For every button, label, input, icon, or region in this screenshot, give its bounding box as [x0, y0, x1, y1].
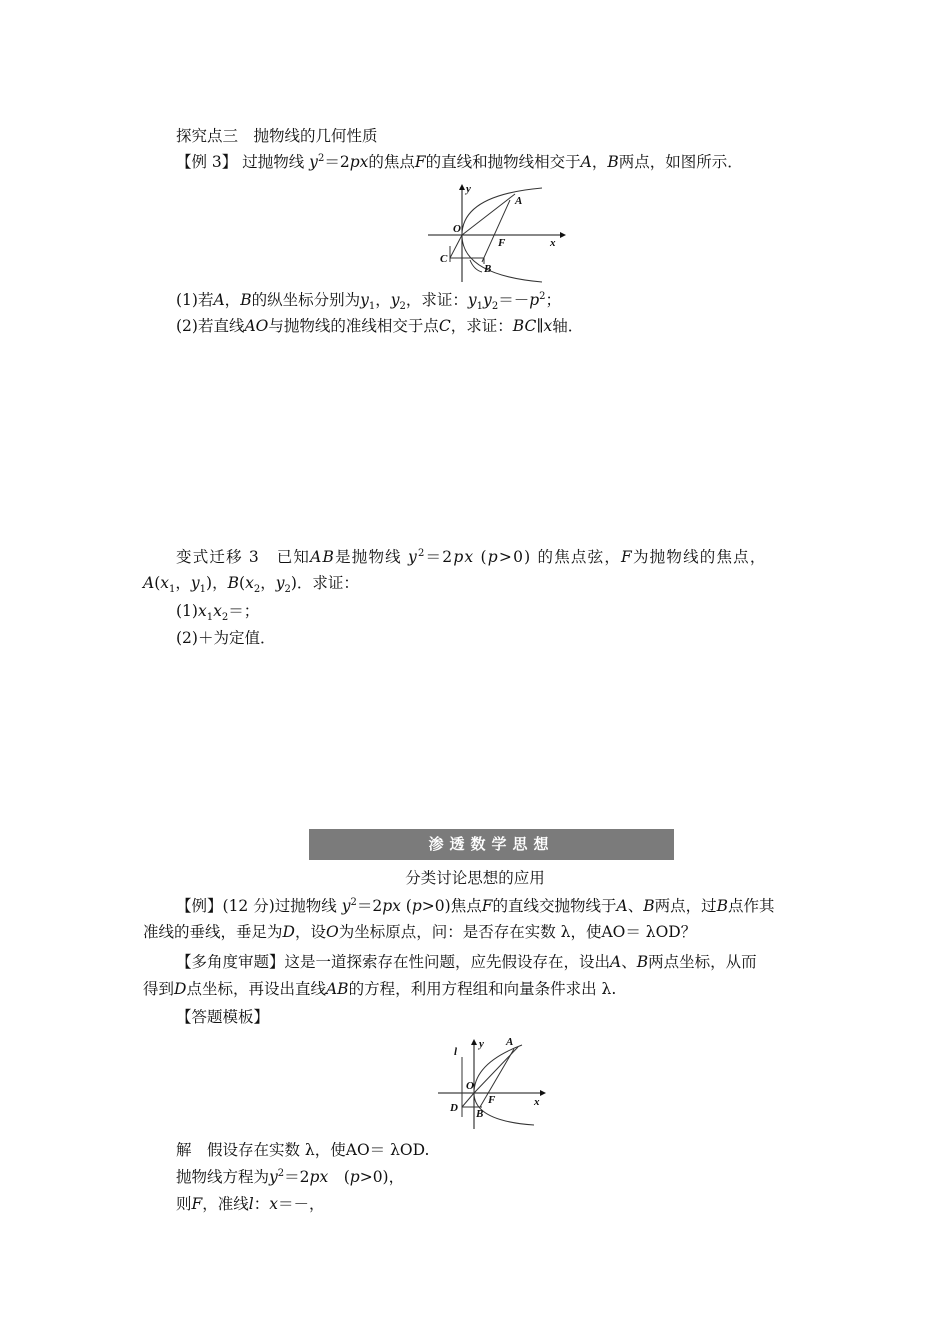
example-statement-line1: 【例】(12 分)过抛物线 $y^2=2px$ (p>0)焦点F的直线交抛物线于A、B两点，过B点作其	[176, 896, 775, 915]
fig1-label-y: y	[466, 183, 471, 195]
fig1-label-x: x	[550, 237, 556, 249]
variant3-statement: 变式迁移 3 已知AB是抛物线 $y^2=2px$ (p>0) 的焦点弦，F为抛物线的焦点，	[176, 547, 767, 566]
solution-line3: 则F，准线l：x＝－，	[176, 1195, 325, 1213]
example-tag: 【例】	[176, 897, 223, 915]
fig2-label-A: A	[506, 1036, 514, 1048]
review-line1: 【多角度审题】这是一道探索存在性问题，应先假设存在，设出A、B两点坐标，从而	[176, 953, 757, 971]
variant3-item-2: (2)＋为定值．	[176, 629, 276, 647]
parabola-figure-2	[430, 1033, 550, 1131]
variant3-points: $A(x_1$，$y_1$)，$B(x_2$，$y_2$)．求证：	[143, 574, 359, 596]
answer-template-tag: 【答题模板】	[176, 1008, 270, 1026]
fig2-label-O: O	[466, 1080, 474, 1092]
example3-statement: 【例 3】 过抛物线 $y^2=2px$的焦点F的直线和抛物线相交于A，B两点，如图所示．	[176, 152, 743, 171]
solution-line1: 解 假设存在实数 λ，使AO＝ λOD.	[176, 1141, 430, 1159]
solution-line2: 抛物线方程为$y^2=2px$ (p>0)，	[176, 1167, 405, 1186]
fig2-label-B: B	[476, 1108, 484, 1120]
fig2-label-y: y	[479, 1038, 484, 1050]
fig2-label-F: F	[488, 1094, 496, 1106]
example3-question-1: (1)若A，B的纵坐标分别为$y_1$，$y_2$，求证：$y_1y_2=-p^2$；	[176, 290, 562, 313]
example3-question-2: (2)若直线AO与抛物线的准线相交于点C，求证：BC∥x轴．	[176, 317, 584, 335]
fig1-label-C: C	[440, 253, 448, 265]
parabola-figure-1	[420, 180, 570, 285]
variant3-item-1: $(1)x_1x_2=$；	[176, 602, 260, 624]
fig1-label-B: B	[484, 263, 492, 275]
review-line2: 得到D点坐标，再设出直线AB的方程，利用方程组和向量条件求出 λ.	[143, 980, 617, 998]
fig2-label-D: D	[450, 1102, 458, 1114]
example3-tag: 【例 3】	[176, 153, 238, 171]
subtitle: 分类讨论思想的应用	[405, 869, 545, 887]
fig2-label-l: l	[454, 1046, 458, 1058]
fig2-label-x: x	[534, 1096, 540, 1108]
section-title: 探究点三 抛物线的几何性质	[176, 127, 378, 145]
review-tag: 【多角度审题】	[176, 953, 285, 971]
fig1-label-F: F	[498, 237, 506, 249]
example-statement-line2: 准线的垂线，垂足为D，设O为坐标原点，问：是否存在实数 λ，使AO＝ λOD？	[143, 923, 697, 941]
section-banner: 渗透数学思想	[309, 829, 674, 860]
fig1-label-O: O	[453, 223, 461, 235]
fig1-label-A: A	[515, 195, 523, 207]
